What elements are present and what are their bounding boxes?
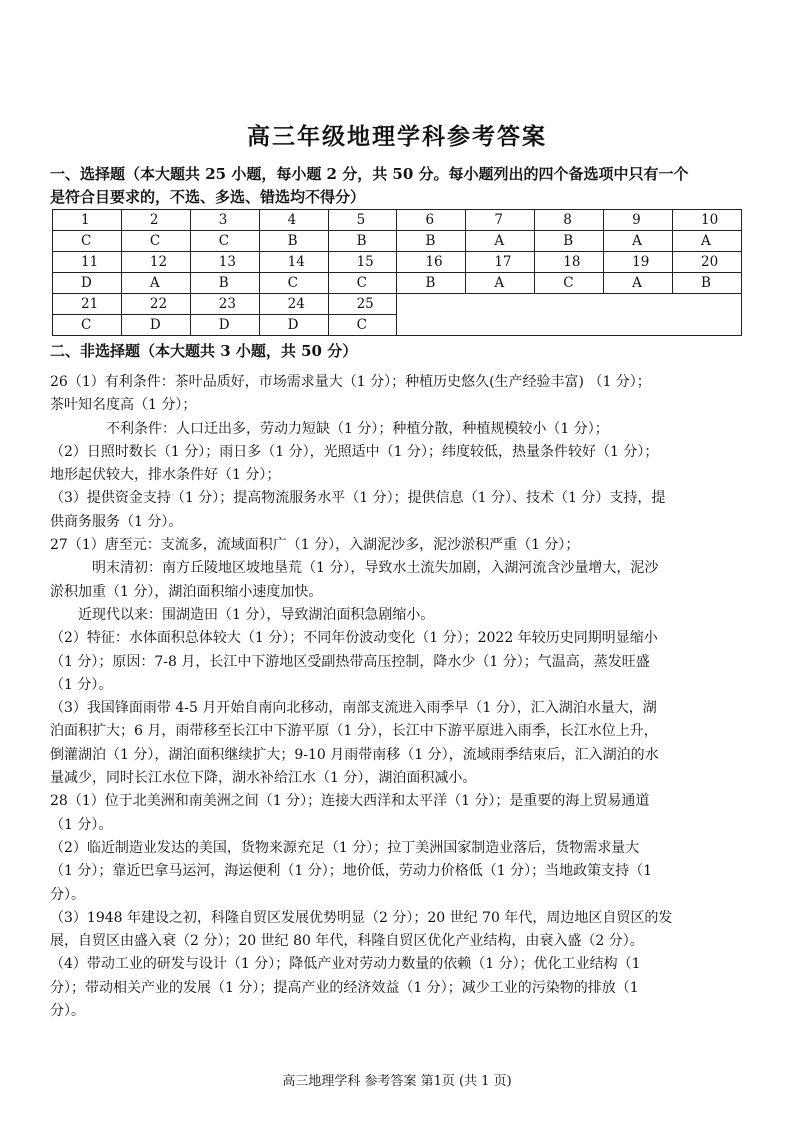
answer-line: （4）带动工业的研发与设计（1 分）；降低产业对劳动力数量的依赖（1 分）；优化工业结构（1 (50, 956, 641, 973)
answer-line: 倒灌湖泊（1 分），湖泊面积继续扩大；9-10 月雨带南移（1 分），流域雨季结束后，汇入湖泊的水 (50, 746, 659, 763)
answer-line: 供商务服务（1 分）。 (50, 513, 183, 530)
answer-line: 明末清初：南方丘陵地区坡地垦荒（1 分），导致水土流失加剧，入湖河流含沙量增大，泥沙 (92, 560, 659, 577)
table-cell: 11 (53, 252, 122, 273)
table-cell: 8 (535, 210, 604, 231)
answer-table (52, 209, 742, 336)
section2-heading: 二、非选择题（本大题共 3 小题，共 50 分） (50, 342, 358, 360)
table-cell: C (259, 273, 328, 294)
answer-line: （1 分）；原因：7-8 月，长江中下游地区受副热带高压控制，降水少（1 分）；气温高，蒸发旺盛 (50, 653, 650, 670)
table-cell: C (328, 315, 397, 336)
table-cell: 6 (397, 210, 466, 231)
table-cell: B (328, 231, 397, 252)
table-cell: C (190, 231, 259, 252)
table-cell: 21 (53, 294, 122, 315)
table-cell: 17 (466, 252, 535, 273)
table-row (53, 210, 742, 231)
answer-line: （3）提供资金支持（1 分）；提高物流服务水平（1 分）；提供信息（1 分）、技术（1 分）支持，提 (50, 490, 666, 507)
table-cell: A (604, 231, 673, 252)
answer-line: 泊面积扩大；6 月，雨带移至长江中下游平原（1 分），长江中下游平原进入雨季，长江水位上升， (50, 723, 658, 740)
table-cell: 13 (190, 252, 259, 273)
answer-line: 茶叶知名度高（1 分）； (50, 397, 197, 414)
page-title: 高三年级地理学科参考答案 (247, 123, 547, 150)
table-cell: D (190, 315, 259, 336)
table-cell: 23 (190, 294, 259, 315)
table-cell: A (604, 273, 673, 294)
answer-line: （1 分）。 (50, 816, 113, 833)
table-cell: B (397, 273, 466, 294)
table-row (53, 294, 742, 315)
table-cell: D (121, 315, 190, 336)
answer-line: 26（1）有利条件：茶叶品质好，市场需求量大（1 分）；种植历史悠久(生产经验丰富) （1 分）； (50, 374, 651, 390)
answer-line: 分）；带动相关产业的发展（1 分）；提高产业的经济效益（1 分）；减少工业的污染物的排放（1 (50, 979, 639, 996)
table-cell: 16 (397, 252, 466, 273)
table-cell: 14 (259, 252, 328, 273)
answer-line: 27（1）唐至元：支流多，流域面积广（1 分），入湖泥沙多，泥沙淤积严重（1 分）； (50, 537, 580, 554)
table-cell: 9 (604, 210, 673, 231)
table-cell: A (466, 273, 535, 294)
table-cell: 15 (328, 252, 397, 273)
answer-line: （2）临近制造业发达的美国，货物来源充足（1 分）；拉丁美洲国家制造业落后，货物需求量大 (50, 839, 640, 856)
table-cell: 20 (673, 252, 742, 273)
table-cell: 18 (535, 252, 604, 273)
table-cell: 10 (673, 210, 742, 231)
table-cell: C (53, 315, 122, 336)
table-cell: 2 (121, 210, 190, 231)
page-footer: 高三地理学科 参考答案 第1页 (共 1 页) (282, 1074, 512, 1089)
table-cell: 22 (121, 294, 190, 315)
table-cell: B (673, 273, 742, 294)
table-cell: A (121, 273, 190, 294)
table-cell: 1 (53, 210, 122, 231)
answer-line: 分）。 (50, 1003, 85, 1020)
table-cell: 12 (121, 252, 190, 273)
answer-line: （1 分）。 (50, 676, 113, 693)
answer-line: 28（1）位于北美洲和南美洲之间（1 分）；连接大西洋和太平洋（1 分）；是重要的海上贸易通道 (50, 793, 650, 810)
table-cell: B (190, 273, 259, 294)
table-cell: 5 (328, 210, 397, 231)
table-cell: 3 (190, 210, 259, 231)
table-cell: B (535, 231, 604, 252)
answer-line: 地形起伏较大，排水条件好（1 分）； (50, 467, 281, 484)
answer-line: 淤积加重（1 分），湖泊面积缩小速度加快。 (50, 583, 323, 600)
table-cell: A (673, 231, 742, 252)
answer-line: （3）我国锋面雨带 4-5 月开始自南向北移动，南部支流进入雨季早（1 分），汇入湖泊水量大，湖 (50, 700, 657, 717)
table-cell: B (397, 231, 466, 252)
table-cell: B (259, 231, 328, 252)
answer-line: （1 分）；靠近巴拿马运河，海运便利（1 分）；地价低，劳动力价格低（1 分）；当地政策支持（1 (50, 863, 652, 880)
section1-heading-line2: 是符合目要求的，不选、多选、错选均不得分） (50, 188, 366, 206)
answer-line: 展，自贸区由盛入衰（2 分）；20 世纪 80 年代，科隆自贸区优化产业结构，由衰入盛（2 分）。 (50, 933, 644, 950)
answer-line: （3）1948 年建设之初，科隆自贸区发展优势明显（2 分）；20 世纪 70 年代，周边地区自贸区的发 (50, 909, 673, 926)
answer-line: 不利条件：人口迁出多，劳动力短缺（1 分）；种植分散，种植规模较小（1 分）； (106, 420, 609, 437)
table-cell: C (328, 273, 397, 294)
table-cell: D (259, 315, 328, 336)
table-cell: 25 (328, 294, 397, 315)
table-cell: 24 (259, 294, 328, 315)
answer-body (50, 371, 750, 1023)
table-cell: A (466, 231, 535, 252)
answer-line: 量减少，同时长江水位下降，湖水补给江水（1 分），湖泊面积减小。 (50, 770, 477, 787)
table-cell: 19 (604, 252, 673, 273)
answer-line: （2）日照时数长（1 分）；雨日多（1 分），光照适中（1 分）；纬度较低，热量条件较好（1 分）； (50, 443, 659, 460)
table-cell: 4 (259, 210, 328, 231)
section1-heading-line1: 一、选择题（本大题共 25 小题，每小题 2 分，共 50 分。每小题列出的四个备选项中只有一个 (50, 165, 689, 183)
table-cell: C (53, 231, 122, 252)
table-cell: C (121, 231, 190, 252)
table-row (53, 231, 742, 252)
table-cell: D (53, 273, 122, 294)
answer-line: （2）特征：水体面积总体较大（1 分）；不同年份波动变化（1 分）；2022 年较历史同期明显缩小 (50, 630, 658, 647)
table-row (53, 273, 742, 294)
table-cell: C (535, 273, 604, 294)
table-row (53, 252, 742, 273)
answer-line: 近现代以来：围湖造田（1 分），导致湖泊面积急剧缩小。 (78, 606, 435, 623)
table-cell: 7 (466, 210, 535, 231)
table-blank-cell (397, 294, 742, 336)
answer-line: 分）。 (50, 886, 85, 903)
